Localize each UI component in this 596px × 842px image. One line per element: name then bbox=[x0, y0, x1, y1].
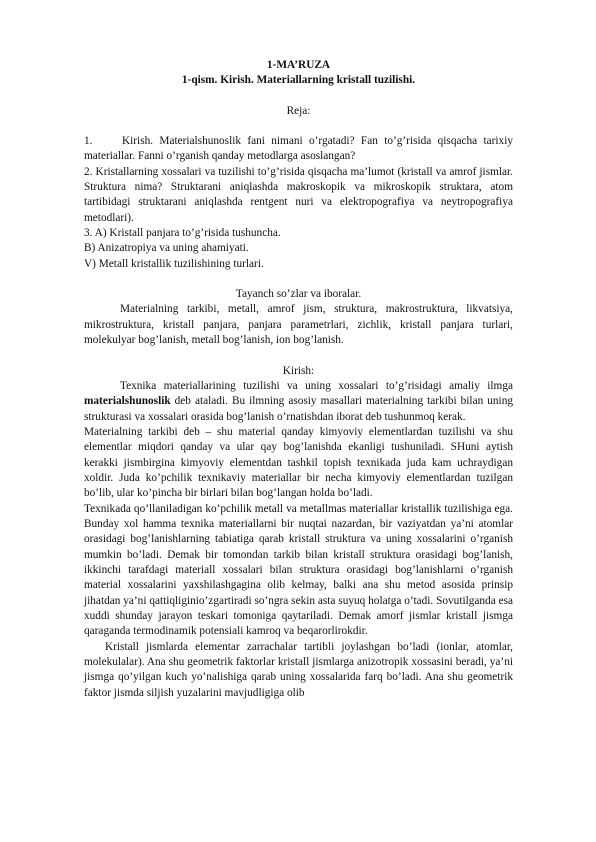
intro-text: Texnika materiallarining tuzilishi va uning xossalari to’g’risidagi amaliy ilmga bbox=[120, 379, 513, 392]
plan-item-3a: 3. A) Kristall panjara to’g’risida tushuncha. bbox=[84, 227, 281, 240]
intro-heading: Kirish: bbox=[282, 364, 315, 377]
document-page bbox=[84, 58, 513, 701]
plan-item-3v: V) Metall kristallik tuzilishining turlari. bbox=[84, 257, 264, 270]
keywords-paragraph: Materialning tarkibi, metall, amrof jism, struktura, makrostruktura, likvatsiya, mikrostruktura, kristall panjara, panjara parametrlari, zichlik, kristall panjara turlari, molekulyar bog’lanish, metall bog’lanish, ion bog’lanish. bbox=[84, 303, 513, 347]
keywords-heading: Tayanch so’zlar va iboralar. bbox=[235, 288, 362, 301]
intro-paragraph-1 bbox=[84, 379, 513, 425]
intro-text: deb ataladi. Bu ilmning asosiy masallari materialning tarkibi bilan uning strukturasi va xossalari orasida bog’lanish o’rnatishdan iborat deb tushunmoq kerak. bbox=[84, 395, 513, 423]
intro-paragraph-4: Kristall jismlarda elementar zarrachalar tartibli joylashgan bo’ladi (ionlar, atomlar, molekulalar). Ana shu geometrik faktorlar kristall jismlarga anizotropik xossasini beradi, ya’ni jismga qo’yilgan kuch yo’nalishiga qarab uning xossalarida farq bo’ladi. Ana shu geometrik faktor jismda siljish yuzalarini mavjudligiga olib bbox=[84, 640, 513, 699]
intro-paragraph-3: Texnikada qo’llaniladigan ko’pchilik metall va metallmas materiallar kristallik tuzilishiga ega. Bunday xol hamma texnika materiallarni bir nuqtai nazardan, bir vaziyatdan ya’ni atomlar orasidagi bog’lanishlarning tabiatiga qarab kristall struktura va uning xossalarini o’rganish mumkin bo’ladi. Demak bir tomondan tarkib bilan kristall struktura orasidagi bog’lanish, ikkinchi tarafdagi materiall xossalari bilan struktura orasidagi bog’lanishlarni o’rganish material xossalarini yaxshilashgagina olib kelmay, balki ana shu metod asosida prinsip jihatdan ya’ni qattiqliginio’zgartiradi so’ngra sekin asta suyuq holatga o’tadi. Sovutilganda esa xuddi shunday jarayon teskari tomoniga qaytariladi. Demak amorf jismlar kristall jismga qaraganda termodinamik potensiali kamroq va beqarorlirokdir. bbox=[84, 502, 513, 638]
intro-paragraph-2: Materialning tarkibi deb – shu material qanday kimyoviy elementlardan tuzilishi va shu elementlar miqdori qanday va ular qay bog’lanishda ekanligi tushuniladi. SHuni aytish kerakki jismbirgina kimyoviy elementdan tashkil topish texnikada juda kam uchraydigan xoldir. Juda ko’pchilik texnikaviy materiallar bir necha kimyoviy elementlardan tuzilgan bo’lib, ular ko’pincha bir birlari bilan bog’langan holda bo’ladi. bbox=[84, 425, 513, 500]
plan-heading: Reja: bbox=[286, 104, 311, 117]
plan-item-number: 1. bbox=[84, 135, 93, 148]
plan-item-text: Kirish. Materialshunoslik fani nimani o’rgatadi? Fan to’g’risida qisqacha tarixiy materiallar. Fanni o’rganish qanday metodlarga asoslangan? bbox=[84, 135, 513, 163]
plan-item-2: 2. Kristallarning xossalari va tuzilishi to’g’risida qisqacha ma’lumot (kristall va amrof jismlar. Struktura nima? Struktarani aniqlashda makroskopik va mikroskopik struktara, atom tartibidagi struktarani aniqlashda rentgent nuri va elektropografiya va neytropografiya metodlari). bbox=[84, 165, 513, 224]
lecture-subtitle: 1-qism. Kirish. Materiallarning kristall tuzilishi. bbox=[181, 74, 416, 87]
lecture-title: 1-MA’RUZA bbox=[266, 59, 331, 71]
plan-item-3b: B) Anizatropiya va uning ahamiyati. bbox=[84, 242, 249, 255]
plan-item-1 bbox=[84, 134, 513, 165]
term-materialshunoslik: materialshunoslik bbox=[84, 395, 171, 408]
